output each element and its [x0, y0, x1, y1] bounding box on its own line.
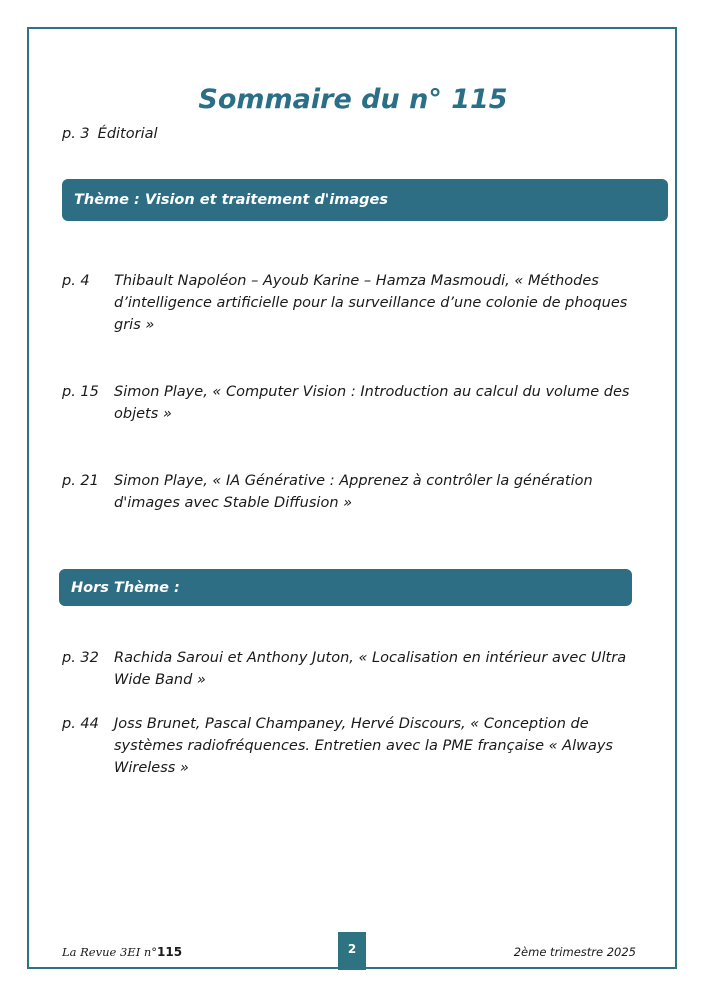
page-number: 2: [347, 942, 357, 956]
toc-entry-text: Joss Brunet, Pascal Champaney, Hervé Discours, « Conception de systèmes radiofréquences. Entretien avec la PME française « Always Wireless »: [114, 716, 613, 776]
section-heading-hors-theme: Hors Thème :: [71, 579, 180, 596]
section-heading-theme: Thème : Vision et traitement d'images: [74, 192, 388, 208]
toc-entry-page: p. 4: [62, 273, 90, 289]
footer-journal: [62, 945, 182, 959]
toc-entry-page: p. 21: [62, 473, 99, 489]
page-title: Sommaire du n° 115: [198, 84, 508, 115]
editorial-page: p. 3: [62, 126, 90, 142]
toc-entry-text: Rachida Saroui et Anthony Juton, « Localisation en intérieur avec Ultra Wide Band »: [114, 650, 627, 688]
footer-journal-name: La Revue 3EI n°: [62, 945, 158, 959]
toc-entry: [62, 470, 662, 514]
toc-entry-page: p. 32: [62, 650, 99, 666]
toc-entry: [62, 713, 662, 779]
page-number-badge: [338, 932, 366, 970]
toc-entry-text: Simon Playe, « IA Générative : Apprenez à contrôler la génération d'images avec Stable Diffusion »: [114, 473, 593, 511]
toc-entry-page: p. 44: [62, 716, 99, 732]
toc-entry-page: p. 15: [62, 384, 99, 400]
footer-period: 2ème trimestre 2025: [513, 945, 636, 959]
section-banner-hors-theme: [59, 569, 632, 606]
toc-entry-text: Simon Playe, « Computer Vision : Introduction au calcul du volume des objets »: [114, 384, 630, 422]
section-banner-theme: [62, 179, 668, 221]
toc-entry: [62, 381, 662, 425]
toc-entry: [62, 647, 662, 691]
toc-entry: [62, 270, 662, 336]
footer-issue-number: 115: [157, 945, 183, 959]
editorial-entry: [62, 126, 158, 142]
toc-entry-text: Thibault Napoléon – Ayoub Karine – Hamza Masmoudi, « Méthodes d’intelligence artificielle pour la surveillance d’une colonie de phoques gris »: [114, 273, 628, 333]
editorial-label: Éditorial: [97, 126, 158, 142]
